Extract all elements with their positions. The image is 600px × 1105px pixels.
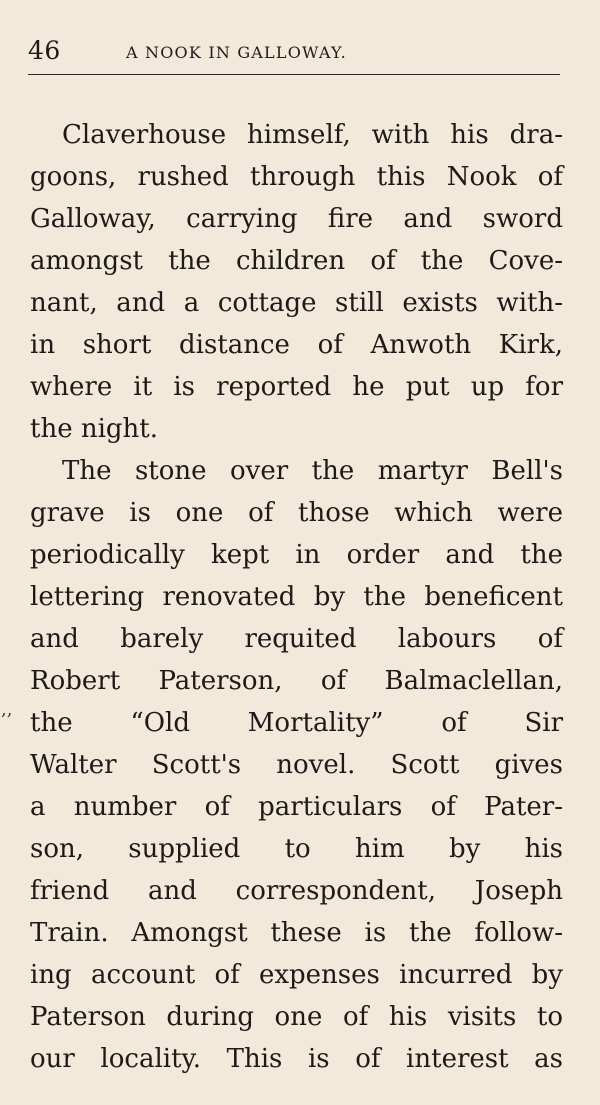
paragraph-1 (30, 114, 563, 450)
text-line: in short distance of Anwoth Kirk, (30, 330, 563, 360)
text-line: our locality. This is of interest as (30, 1044, 563, 1074)
text-line: friend and correspondent, Joseph (30, 876, 563, 906)
text-line: lettering renovated by the beneficent (30, 582, 563, 612)
text-line: Paterson during one of his visits to (30, 1002, 563, 1032)
text-line: Walter Scott's novel. Scott gives (30, 750, 563, 780)
body-text (30, 114, 563, 1080)
text-line: The stone over the martyr Bell's (62, 456, 563, 486)
text-line: nant, and a cottage still exists with- (30, 288, 563, 318)
text-line: the “Old Mortality” of Sir (30, 708, 563, 738)
page-number: 46 (28, 36, 61, 65)
header-rule (28, 74, 560, 75)
text-line: ing account of expenses incurred by (30, 960, 563, 990)
text-line: grave is one of those which were (30, 498, 563, 528)
text-line: amongst the children of the Cove- (30, 246, 563, 276)
text-line: a number of particulars of Pater- (30, 792, 563, 822)
text-line: Robert Paterson, of Balmaclellan, (30, 666, 563, 696)
text-line: Claverhouse himself, with his dra- (62, 120, 563, 150)
paragraph-2 (30, 450, 563, 1080)
text-line: periodically kept in order and the (30, 540, 563, 570)
running-head (28, 36, 560, 76)
text-line: goons, rushed through this Nook of (30, 162, 563, 192)
text-line: and barely requited labours of (30, 624, 563, 654)
text-line: where it is reported he put up for (30, 372, 563, 402)
text-line: the night. (30, 414, 159, 444)
text-line: son, supplied to him by his (30, 834, 563, 864)
running-title: A NOOK IN GALLOWAY. (126, 43, 347, 62)
text-line: Train. Amongst these is the follow- (30, 918, 563, 948)
margin-quotation-mark: ,, (1, 699, 13, 720)
text-line: Galloway, carrying fire and sword (30, 204, 563, 234)
